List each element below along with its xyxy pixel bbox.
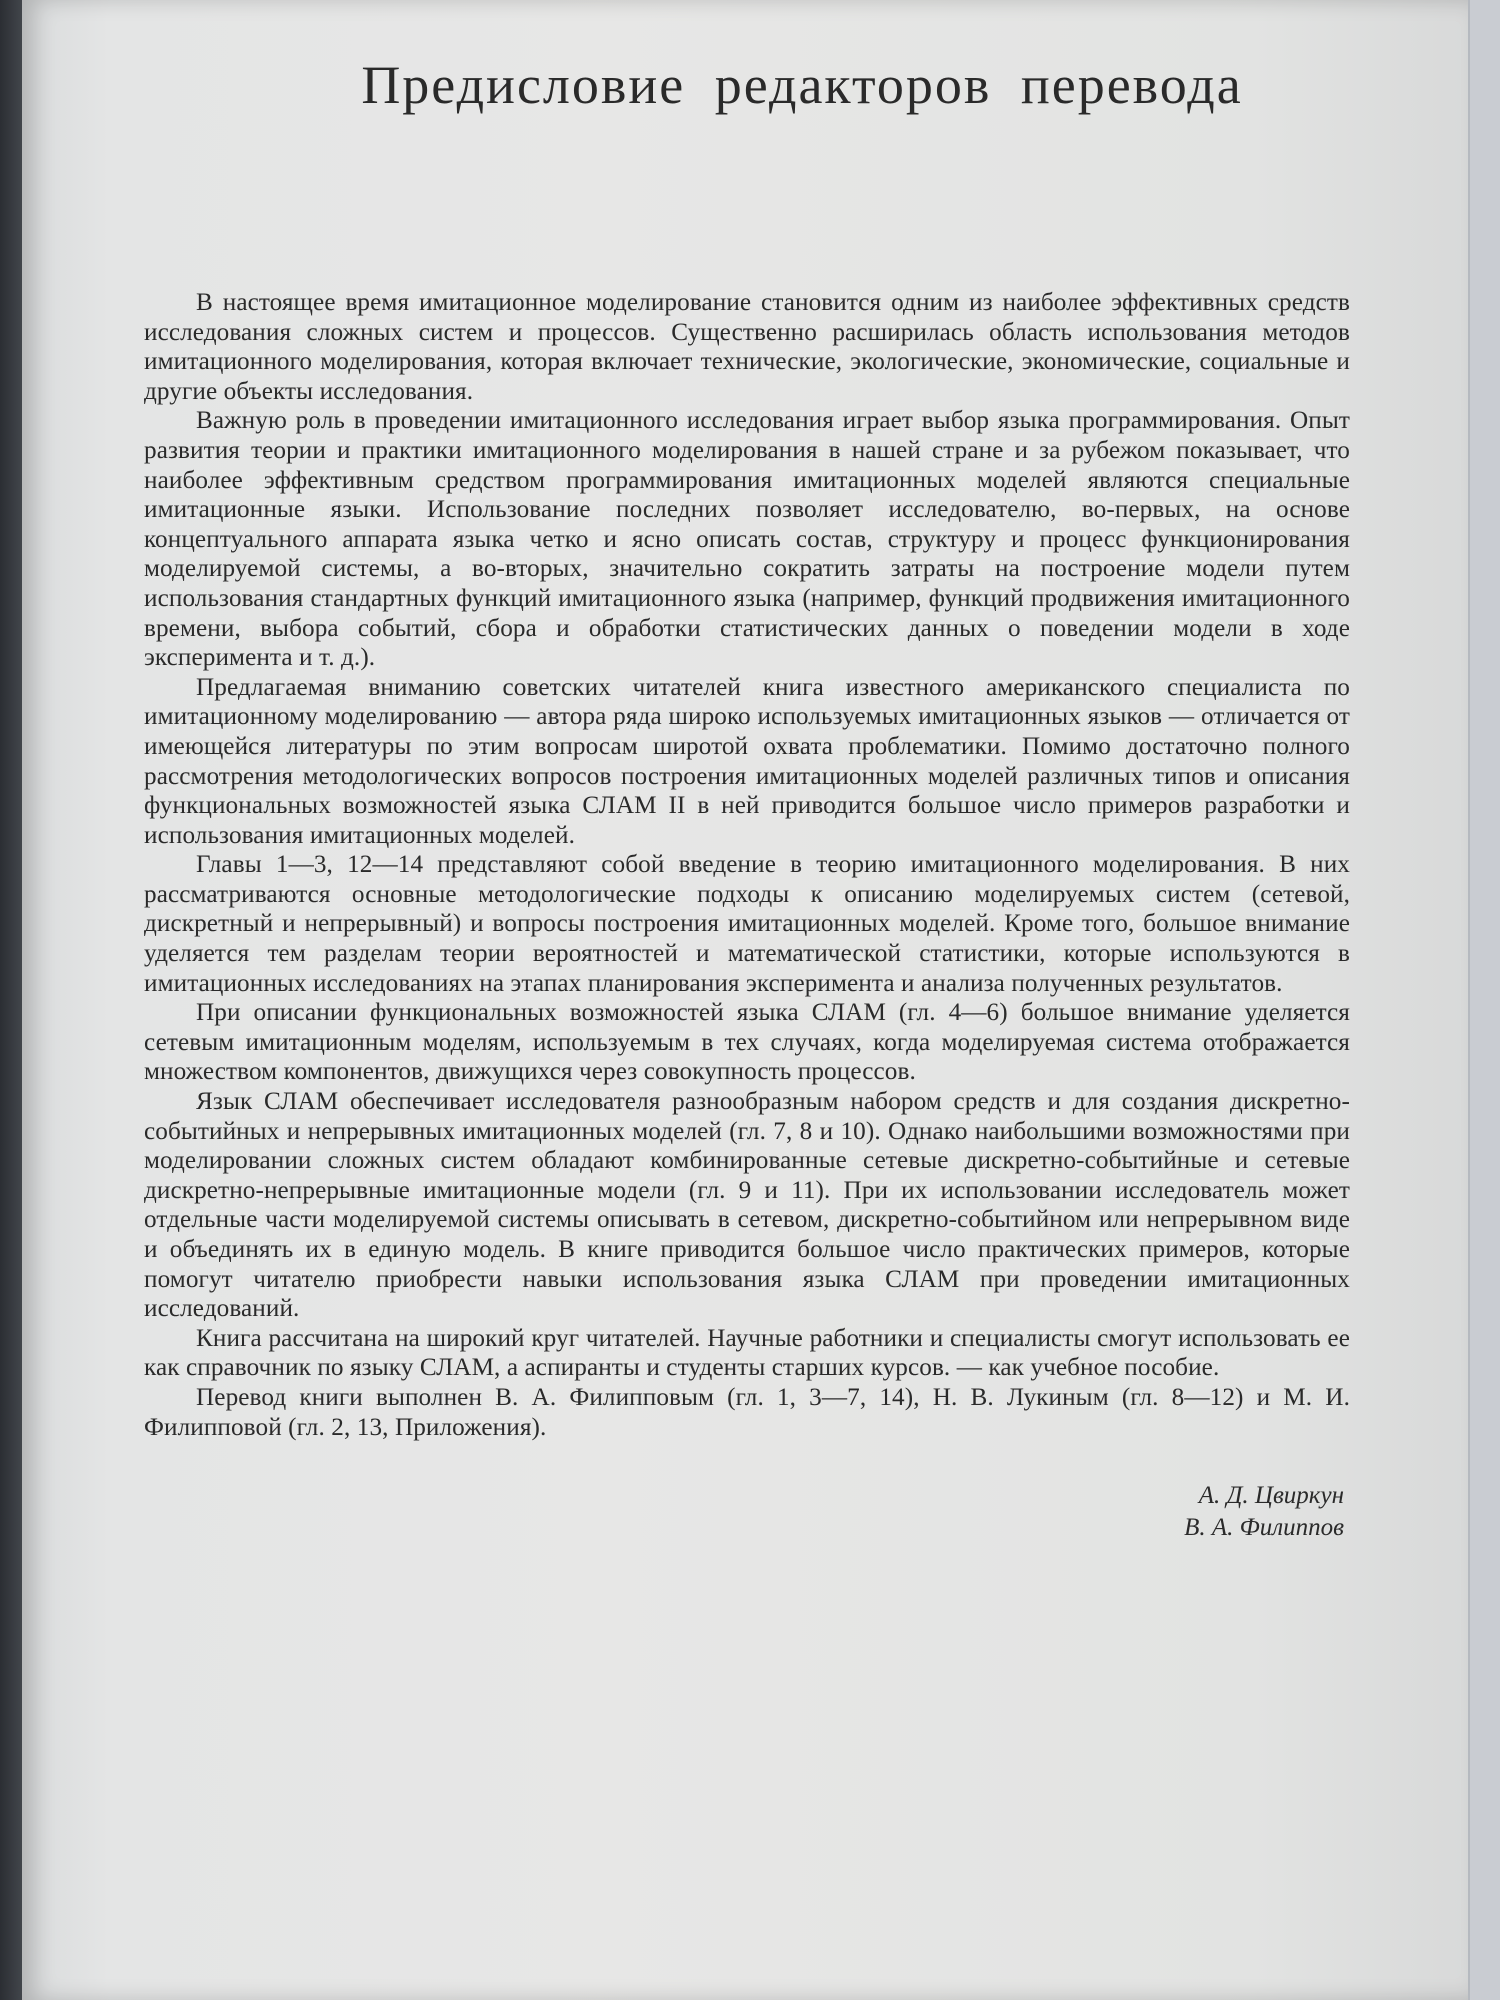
paragraph-5: При описании функциональных возможностей языка СЛАМ (гл. 4—6) большое внимание уделяется сетевым имитационным моделям, используемым в тех случаях, когда моделируемая система отображается множеством компонентов, движущихся через совокупность процессов. <box>144 999 1350 1086</box>
signature-tsvirkun: А. Д. Цвиркун <box>1198 1482 1344 1510</box>
page-title: Предисловие редакторов перевода <box>361 55 1243 115</box>
page-content <box>144 40 1350 1544</box>
book-page <box>22 0 1470 2000</box>
paragraph-6: Язык СЛАМ обеспечивает исследователя разнообразным набором средств и для создания дискретно-событийных и непрерывных имитационных моделей (гл. 7, 8 и 10). Однако наибольшими возможностями при моделировании сложных систем обладают комбинированные сетевые дискретно-событийные и сетевые дискретно-непрерывные имитационные модели (гл. 9 и 11). При их использовании исследователь может отдельные части моделируемой системы описывать в сетевом, дискретно-событийном или непрерывном виде и объединять их в единую модель. В книге приводится большое число практических примеров, которые помогут читателю приобрести навыки использования языка СЛАМ при проведении имитационных исследований. <box>144 1088 1350 1323</box>
paragraph-2: Важную роль в проведении имитационного исследования играет выбор языка программирования. Опыт развития теории и практики имитационного моделирования в нашей стране и за рубежом показывает, что наиболее эффективным средством программирования имитационных моделей являются специальные имитационные языки. Использование последних позволяет исследователю, во-первых, на основе концептуального аппарата языка четко и ясно описать состав, структуру и процесс функционирования моделируемой системы, а во-вторых, значительно сократить затраты на построение модели путем использования стандартных функций имитационного языка (например, функций продвижения имитационного времени, выбора событий, сбора и обработки статистических данных о поведении модели в ходе эксперимента и т. д.). <box>144 407 1350 672</box>
paragraph-3: Предлагаемая вниманию советских читателей книга известного американского специалиста по имитационному моделированию — автора ряда широко используемых имитационных языков — отличается от имеющейся литературы по этим вопросам широтой охвата проблематики. Помимо достаточно полного рассмотрения методологических вопросов построения имитационных моделей различных типов и описания функциональных возможностей языка СЛАМ II в ней приводится большое число примеров разработки и использования имитационных моделей. <box>144 673 1350 849</box>
paragraph-1: В настоящее время имитационное моделирование становится одним из наиболее эффективных средств исследования сложных систем и процессов. Существенно расширилась область использования методов имитационного моделирования, которая включает технические, экологические, экономические, социальные и другие объекты исследования. <box>144 289 1350 405</box>
paragraph-7: Книга рассчитана на широкий круг читателей. Научные работники и специалисты смогут использовать ее как справочник по языку СЛАМ, а аспиранты и студенты старших курсов. — как учебное пособие. <box>144 1324 1350 1382</box>
next-page-edge <box>1468 0 1500 2000</box>
signatures <box>144 1480 1350 1544</box>
preface-body <box>144 288 1350 1442</box>
paragraph-8: Перевод книги выполнен В. А. Филипповым (гл. 1, 3—7, 14), Н. В. Лукиным (гл. 8—12) и М. И. Филипповой (гл. 2, 13, Приложения). <box>144 1383 1350 1441</box>
paragraph-4: Главы 1—3, 12—14 представляют собой введение в теорию имитационного моделирования. В них рассматриваются основные методологические подходы к описанию моделируемых систем (сетевой, дискретный и непрерывный) и вопросы построения имитационных моделей. Кроме того, большое внимание уделяется тем разделам теории вероятностей и математической статистики, которые используются в имитационных исследованиях на этапах планирования эксперимента и анализа полученных результатов. <box>144 851 1350 997</box>
signature-filippov: В. А. Филиппов <box>1184 1514 1344 1542</box>
